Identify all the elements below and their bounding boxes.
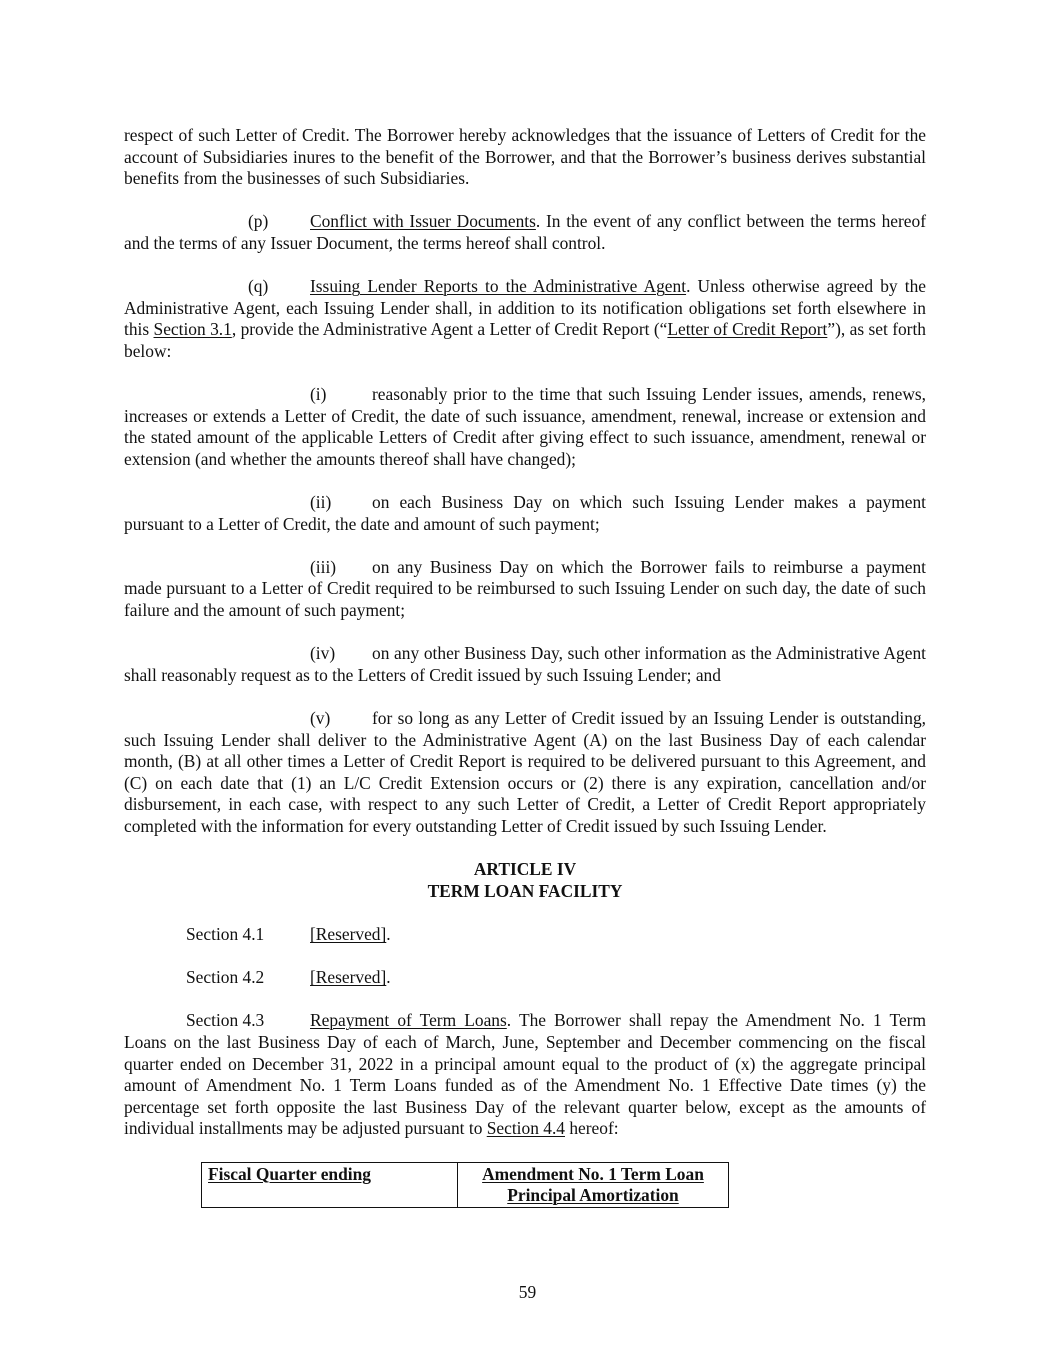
list-item <box>124 384 926 470</box>
table-header-row <box>202 1162 729 1207</box>
list-item-label: (i) <box>310 384 327 405</box>
section-4-2 <box>124 967 926 989</box>
fiscal-quarter-header: Fiscal Quarter ending <box>208 1163 371 1184</box>
list-item-text: for so long as any Letter of Credit issued by an Issuing Lender is outstanding, such Issuing Lender shall deliver to the Administrative Agent (A) on the last Business Day of each calendar month, (B) at all other times a Letter of Credit Report is required to be delivered pursuant to this Agreement, and (C) on each date that (1) an L/C Credit Extension occurs or (2) there is any expiration, cancellation and/or disbursement, in each case, with respect to any such Letter of Credit, a Letter of Credit Report appropriately completed with the information for every outstanding Letter of Credit issued by such Issuing Lender. <box>124 708 926 836</box>
section-4-4-reference: Section 4.4 <box>486 1118 565 1139</box>
article-title: TERM LOAN FACILITY <box>427 880 623 901</box>
amortization-table <box>201 1162 729 1208</box>
list-item-text: reasonably prior to the time that such Issuing Lender issues, amends, renews, increases or extends a Letter of Credit, the date of such issuance, amendment, renewal, increase or extension and the stated amount of the applicable Letters of Credit after giving effect to such issuance, amendment, renewal or extension (and whether the amounts thereof shall have changed); <box>124 384 926 469</box>
paragraph-p-text: . In the event of any conflict between the terms hereof and the terms of any Issuer Document, the terms hereof shall control. <box>124 211 926 253</box>
list-item-text: on each Business Day on which such Issuing Lender makes a payment pursuant to a Letter of Credit, the date and amount of such payment; <box>124 492 926 534</box>
list-item-label: (iii) <box>310 556 337 577</box>
list-item-label: (ii) <box>310 492 332 513</box>
paragraph-q-text-2: , provide the Administrative Agent a Letter of Credit Report (“ <box>231 319 668 340</box>
section-heading: [Reserved] <box>310 967 387 988</box>
paragraph-q-text-3: ”), as set forth below: <box>124 319 926 361</box>
section-3-1-reference: Section 3.1 <box>153 319 232 340</box>
intro-paragraph: respect of such Letter of Credit. The Borrower hereby acknowledges that the issuance of Letters of Credit for the account of Subsidiaries inures to the benefit of the Borrower, and that the Borrower’s business derives substantial benefits from the businesses of such Subsidiaries. <box>124 125 926 189</box>
document-page <box>124 125 926 1208</box>
amortization-header-line2: Principal Amortization <box>507 1185 679 1206</box>
list-item-label: (iv) <box>310 643 336 664</box>
section-label: Section 4.2 <box>186 967 265 988</box>
section-label: Section 4.1 <box>186 923 265 944</box>
list-item-text: on any Business Day on which the Borrower fails to reimburse a payment made pursuant to a Letter of Credit required to be reimbursed to such Issuing Lender on such day, the date of such failure and the amount of such payment; <box>124 556 926 621</box>
section-4-1 <box>124 924 926 946</box>
defined-term-lc-report: Letter of Credit Report <box>667 319 828 340</box>
page-number: 59 <box>518 1282 537 1302</box>
paragraph-q <box>124 276 926 362</box>
section-4-3 <box>124 1010 926 1140</box>
table-header-cell <box>202 1162 458 1207</box>
list-item <box>124 643 926 686</box>
section-heading: Repayment of Term Loans <box>310 1010 507 1031</box>
paragraph-p-label: (p) <box>248 211 269 232</box>
paragraph-q-text: . Unless otherwise agreed by the Administrative Agent, each Issuing Lender shall, in addition to its notification obligations set forth elsewhere in this <box>124 276 926 340</box>
paragraph-q-heading: Issuing Lender Reports to the Administrative Agent <box>310 276 687 297</box>
section-4-3-text: . The Borrower shall repay the Amendment No. 1 Term Loans on the last Business Day of each of March, June, September and December commencing on the fiscal quarter ended on December 31, 2022 in a principal amount equal to the product of (x) the aggregate principal amount of Amendment No. 1 Term Loans funded as of the Amendment No. 1 Effective Date times (y) the percentage set forth opposite the last Business Day of the relevant quarter below, except as the amounts of individual installments may be adjusted pursuant to <box>124 1010 926 1139</box>
section-heading: [Reserved] <box>310 923 387 944</box>
list-item <box>124 492 926 535</box>
paragraph-q-label: (q) <box>248 276 269 297</box>
table-header-cell <box>458 1162 729 1207</box>
section-tail: . <box>386 923 391 944</box>
article-number: ARTICLE IV <box>473 859 577 880</box>
list-item <box>124 557 926 622</box>
section-tail: . <box>386 967 391 988</box>
list-item <box>124 708 926 838</box>
paragraph-p-heading: Conflict with Issuer Documents <box>310 211 536 232</box>
list-item-text: on any other Business Day, such other information as the Administrative Agent shall reasonably request as to the Letters of Credit issued by such Issuing Lender; and <box>124 643 926 685</box>
section-4-3-text-2: hereof: <box>564 1118 619 1139</box>
list-item-label: (v) <box>310 708 331 729</box>
paragraph-p <box>124 211 926 254</box>
section-label: Section 4.3 <box>186 1010 265 1031</box>
amortization-header-line1: Amendment No. 1 Term Loan <box>482 1163 704 1184</box>
